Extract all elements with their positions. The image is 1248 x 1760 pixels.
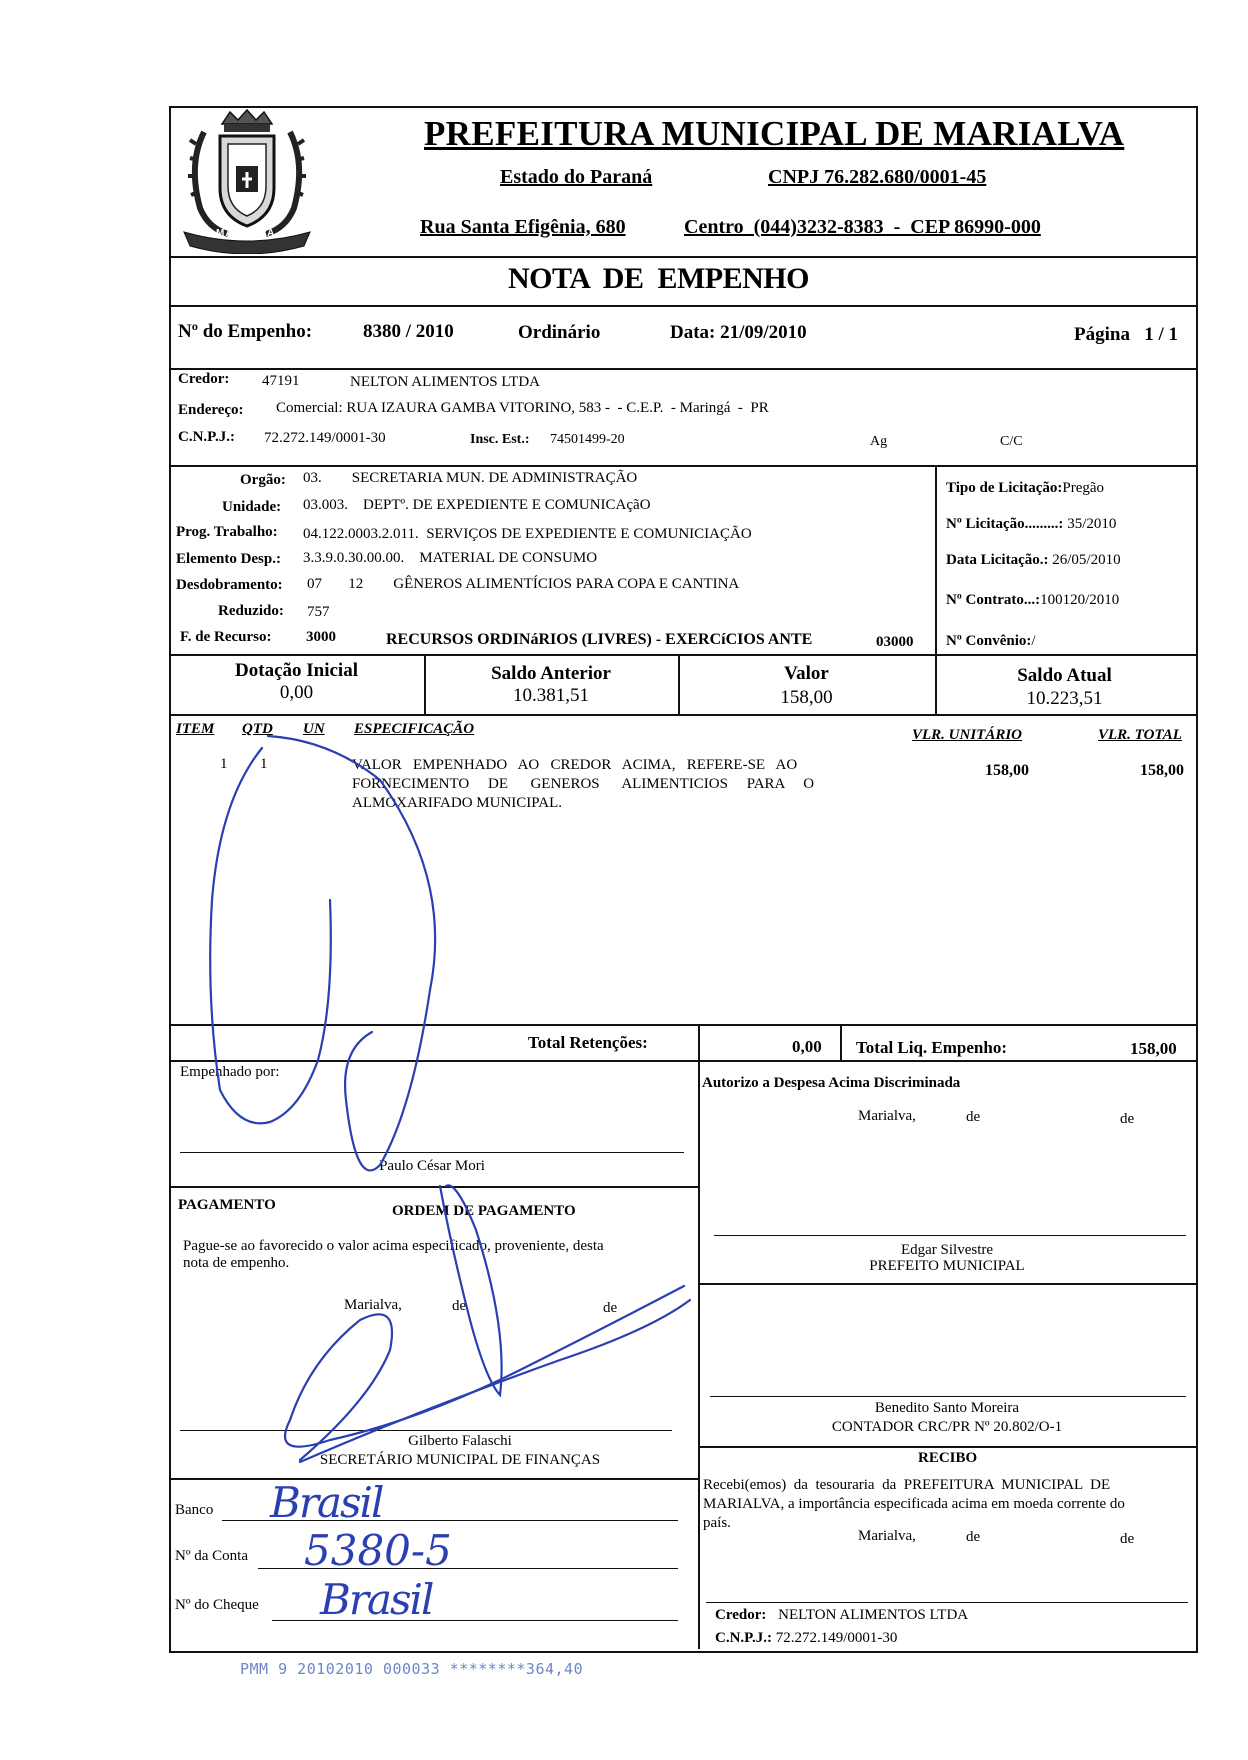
unidade-value: 03.003. DEPTº. DE EXPEDIENTE E COMUNICAçãO bbox=[303, 497, 651, 513]
divider bbox=[169, 1186, 698, 1188]
desdobramento-value: 07 12 GÊNEROS ALIMENTÍCIOS PARA COPA E CANTINA bbox=[307, 576, 740, 592]
column-header-item: ITEM bbox=[176, 721, 215, 737]
credor-code: 47191 bbox=[262, 373, 300, 389]
divider bbox=[935, 465, 937, 654]
pagamento-label: PAGAMENTO bbox=[178, 1197, 276, 1213]
total-retencoes-label: Total Retenções: bbox=[528, 1033, 648, 1052]
recibo-credor bbox=[715, 1607, 968, 1624]
handwritten-cheque: Brasil bbox=[320, 1575, 433, 1624]
numero-contrato-value: 100120/2010 bbox=[1040, 592, 1120, 608]
recibo-de-1: de bbox=[966, 1529, 981, 1545]
divider bbox=[698, 1024, 700, 1649]
autorizo-de-1: de bbox=[966, 1109, 981, 1125]
municipality-contact: Centro (044)3232-8383 - CEP 86990-000 bbox=[684, 216, 1041, 238]
numero-convenio bbox=[946, 633, 1036, 650]
item-unit-value: 158,00 bbox=[985, 762, 1029, 779]
contador-name: Benedito Santo Moreira bbox=[874, 1400, 1020, 1416]
empenho-date: Data: 21/09/2010 bbox=[670, 322, 807, 343]
prog-trabalho-value: 04.122.0003.2.011. SERVIÇOS DE EXPEDIENTE E COMUNICIAÇÃO bbox=[303, 526, 752, 542]
fonte-recurso-code: 3000 bbox=[306, 629, 336, 645]
authentication-stamp: PMM 9 20102010 000033 ********364,40 bbox=[240, 1660, 584, 1678]
agency-label: Ag bbox=[870, 434, 888, 449]
recibo-label: RECIBO bbox=[918, 1450, 978, 1466]
pagamento-city: Marialva, bbox=[344, 1297, 402, 1313]
autorizo-city: Marialva, bbox=[858, 1108, 916, 1124]
item-description-line-2: FORNECIMENTO DE GENEROS ALIMENTICIOS PARA O bbox=[352, 776, 815, 792]
data-licitacao bbox=[946, 552, 1121, 569]
credor-name: NELTON ALIMENTOS LTDA bbox=[350, 374, 541, 390]
saldo-anterior-value: 10.381,51 bbox=[513, 685, 589, 706]
signature-line bbox=[710, 1396, 1186, 1397]
item-description-line-3: ALMOXARIFADO MUNICIPAL. bbox=[352, 795, 563, 811]
municipal-coat-of-arms bbox=[174, 104, 320, 254]
fonte-recurso-number: 03000 bbox=[876, 634, 914, 650]
recibo-cnpj-label: C.N.P.J.: bbox=[715, 1630, 772, 1646]
numero-convenio-label: Nº Convênio: bbox=[946, 633, 1032, 649]
divider bbox=[169, 465, 1196, 467]
divider bbox=[169, 368, 1196, 370]
signature-line bbox=[180, 1430, 672, 1431]
orgao-value: 03. SECRETARIA MUN. DE ADMINISTRAÇÃO bbox=[303, 470, 638, 486]
municipality-title: PREFEITURA MUNICIPAL DE MARIALVA bbox=[424, 114, 1125, 153]
handwritten-conta: 5380-5 bbox=[304, 1526, 452, 1575]
divider bbox=[840, 1024, 842, 1060]
saldo-atual-label: Saldo Atual bbox=[1017, 665, 1112, 686]
elemento-desp-label: Elemento Desp.: bbox=[176, 551, 281, 567]
empenho-number-label: Nº do Empenho: bbox=[178, 321, 313, 342]
signature-line bbox=[714, 1235, 1186, 1236]
prefeito-role: PREFEITO MUNICIPAL bbox=[869, 1258, 1025, 1274]
divider bbox=[169, 714, 1196, 716]
recibo-text-line-1: Recebi(emos) da tesouraria da PREFEITURA MUNICIPAL DE bbox=[703, 1477, 1111, 1493]
empenhado-signer: Paulo César Mori bbox=[379, 1158, 485, 1174]
coat-of-arms-scroll-text: MARIALVA bbox=[216, 228, 276, 239]
page-indicator: Página 1 / 1 bbox=[1074, 324, 1178, 345]
credor-address: Comercial: RUA IZAURA GAMBA VITORINO, 583 - - C.E.P. - Maringá - PR bbox=[276, 400, 769, 416]
handwritten-banco: Brasil bbox=[270, 1478, 383, 1527]
valor-label: Valor bbox=[784, 663, 829, 684]
divider bbox=[169, 1060, 1196, 1062]
recibo-credor-name: NELTON ALIMENTOS LTDA bbox=[778, 1607, 969, 1623]
prog-trabalho-label: Prog. Trabalho: bbox=[176, 524, 278, 540]
total-liquido-label: Total Liq. Empenho: bbox=[856, 1038, 1007, 1057]
insc-est-value: 74501499-20 bbox=[550, 432, 625, 447]
secretario-role: SECRETÁRIO MUNICIPAL DE FINANÇAS bbox=[319, 1452, 601, 1468]
recibo-cnpj-value: 72.272.149/0001-30 bbox=[775, 1630, 898, 1646]
column-header-especificacao: ESPECIFICAÇÃO bbox=[354, 721, 475, 737]
divider bbox=[169, 1478, 698, 1480]
desdobramento-label: Desdobramento: bbox=[176, 577, 283, 593]
empenho-type: Ordinário bbox=[518, 322, 601, 343]
credor-cnpj-label: C.N.P.J.: bbox=[178, 429, 235, 445]
tipo-licitacao bbox=[946, 480, 1104, 497]
numero-convenio-value: / bbox=[1031, 633, 1036, 649]
account-label: C/C bbox=[1000, 434, 1023, 449]
prefeito-name: Edgar Silvestre bbox=[900, 1242, 994, 1258]
data-licitacao-value: 26/05/2010 bbox=[1048, 552, 1121, 568]
document-title: NOTA DE EMPENHO bbox=[508, 262, 809, 295]
item-quantity: 1 bbox=[260, 756, 268, 772]
item-description-line-1: VALOR EMPENHADO AO CREDOR ACIMA, REFERE-SE AO bbox=[352, 757, 798, 773]
tipo-licitacao-value: Pregão bbox=[1062, 480, 1105, 496]
pagamento-de-1: de bbox=[452, 1298, 467, 1314]
recibo-text-line-3: país. bbox=[703, 1515, 731, 1531]
pagamento-de-2: de bbox=[603, 1300, 618, 1316]
divider bbox=[169, 256, 1196, 258]
empenho-number: 8380 / 2010 bbox=[363, 321, 454, 342]
divider bbox=[169, 305, 1196, 307]
total-retencoes-value: 0,00 bbox=[792, 1037, 822, 1056]
ordem-pagamento-label: ORDEM DE PAGAMENTO bbox=[392, 1203, 576, 1219]
column-header-vlr-unitario: VLR. UNITÁRIO bbox=[912, 727, 1023, 743]
recibo-credor-label: Credor: bbox=[715, 1607, 767, 1623]
divider bbox=[698, 1283, 1196, 1285]
secretario-name: Gilberto Falaschi bbox=[408, 1433, 512, 1449]
dotacao-inicial-label: Dotação Inicial bbox=[235, 660, 358, 681]
municipality-cnpj: CNPJ 76.282.680/0001-45 bbox=[768, 166, 987, 188]
fonte-recurso-desc: RECURSOS ORDINáRIOS (LIVRES) - EXERCíCIOS ANTE bbox=[386, 631, 813, 648]
reduzido-label: Reduzido: bbox=[218, 603, 284, 619]
insc-est-label: Insc. Est.: bbox=[470, 432, 530, 447]
conta-label: Nº da Conta bbox=[175, 1548, 248, 1564]
orgao-label: Orgão: bbox=[240, 472, 286, 488]
total-liquido-value: 158,00 bbox=[1130, 1039, 1177, 1058]
autorizo-de-2: de bbox=[1120, 1111, 1135, 1127]
numero-licitacao-value: 35/2010 bbox=[1063, 516, 1117, 532]
elemento-desp-value: 3.3.9.0.30.00.00. MATERIAL DE CONSUMO bbox=[303, 550, 598, 566]
divider bbox=[698, 1446, 1196, 1448]
signature-line bbox=[706, 1602, 1188, 1603]
recibo-text-line-2: MARIALVA, a importância especificada acima em moeda corrente do bbox=[703, 1496, 1125, 1512]
municipality-address: Rua Santa Efigênia, 680 bbox=[420, 216, 626, 238]
cheque-label: Nº do Cheque bbox=[175, 1597, 259, 1613]
valor-value: 158,00 bbox=[780, 687, 833, 708]
item-number: 1 bbox=[220, 756, 228, 772]
fonte-recurso-label: F. de Recurso: bbox=[180, 629, 272, 645]
credor-address-label: Endereço: bbox=[178, 402, 244, 418]
tipo-licitacao-label: Tipo de Licitação: bbox=[946, 480, 1063, 496]
saldo-anterior-label: Saldo Anterior bbox=[491, 663, 611, 684]
reduzido-value: 757 bbox=[307, 604, 330, 620]
empenhado-por-label: Empenhado por: bbox=[180, 1064, 280, 1080]
numero-contrato bbox=[946, 592, 1119, 609]
dotacao-inicial-value: 0,00 bbox=[279, 682, 314, 703]
contador-role: CONTADOR CRC/PR Nº 20.802/O-1 bbox=[831, 1419, 1063, 1435]
credor-label: Credor: bbox=[178, 371, 230, 387]
recibo-city: Marialva, bbox=[858, 1528, 916, 1544]
pagamento-text-line-1: Pague-se ao favorecido o valor acima especificado, proveniente, desta bbox=[183, 1238, 604, 1254]
item-total-value: 158,00 bbox=[1140, 762, 1184, 779]
numero-licitacao-label: Nº Licitação.........: bbox=[946, 516, 1064, 532]
column-header-qtd: QTD bbox=[242, 721, 273, 737]
divider bbox=[169, 1024, 1196, 1026]
numero-contrato-label: Nº Contrato...: bbox=[946, 592, 1041, 608]
saldo-atual-value: 10.223,51 bbox=[1026, 688, 1103, 709]
numero-licitacao bbox=[946, 516, 1116, 533]
pagamento-text-line-2: nota de empenho. bbox=[183, 1255, 290, 1271]
signature-line bbox=[180, 1152, 684, 1153]
data-licitacao-label: Data Licitação.: bbox=[946, 552, 1049, 568]
column-header-un: UN bbox=[303, 721, 325, 737]
recibo-de-2: de bbox=[1120, 1531, 1135, 1547]
recibo-cnpj bbox=[715, 1630, 897, 1647]
column-header-vlr-total: VLR. TOTAL bbox=[1098, 727, 1182, 743]
banco-label: Banco bbox=[175, 1502, 214, 1518]
autorizo-label: Autorizo a Despesa Acima Discriminada bbox=[702, 1075, 961, 1091]
credor-cnpj: 72.272.149/0001-30 bbox=[264, 430, 386, 446]
unidade-label: Unidade: bbox=[222, 499, 282, 515]
state-name: Estado do Paraná bbox=[500, 166, 653, 188]
divider bbox=[169, 654, 1196, 656]
